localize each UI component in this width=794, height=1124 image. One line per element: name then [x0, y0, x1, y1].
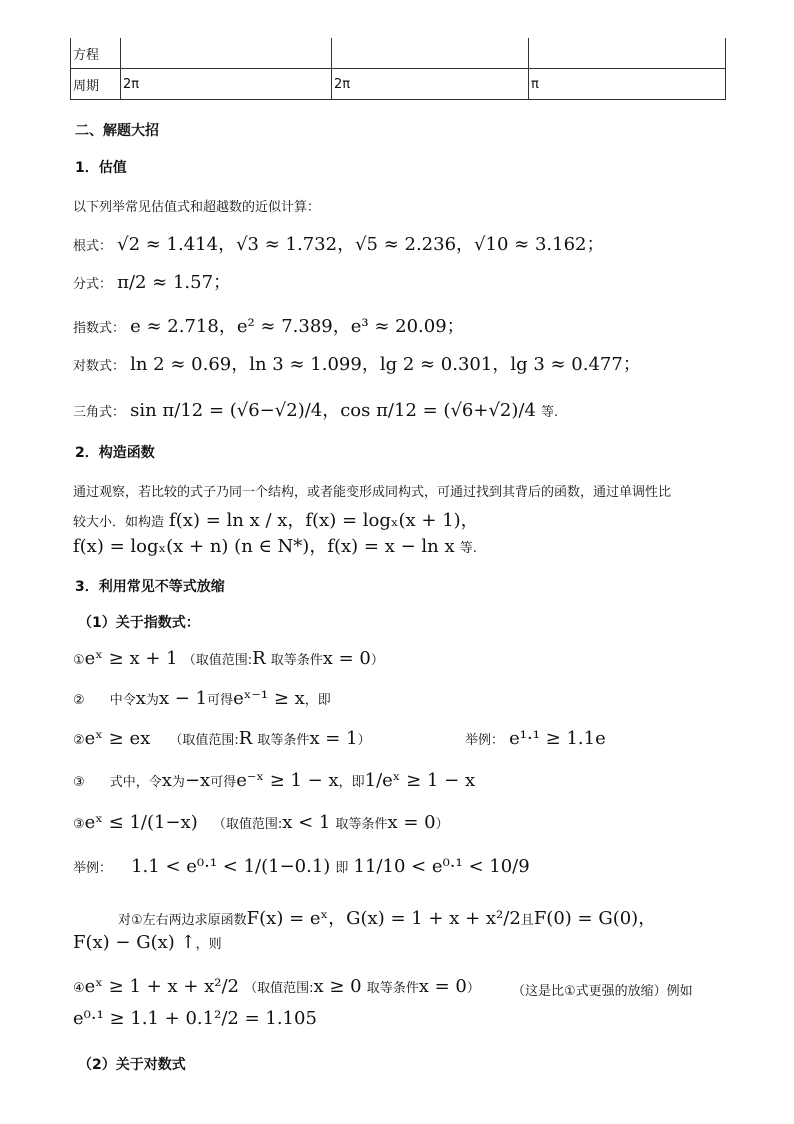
note-text: 取等条件 [257, 733, 310, 748]
antiderivative-line [118, 904, 656, 930]
inequality-line-5 [73, 812, 449, 833]
note-text: 为 [145, 693, 159, 708]
condition-expression: x = 0 [387, 812, 436, 833]
estimate-log-line [73, 350, 641, 376]
item-number: ② [73, 733, 85, 748]
note-text: ，即 [304, 693, 331, 708]
inequality-line-2 [73, 688, 331, 709]
subsection-heading-estimation: 1．估值 [75, 160, 127, 176]
item-number: ① [73, 653, 85, 668]
table-cell: 2π [332, 69, 529, 100]
table-cell [332, 38, 529, 69]
line-label: 根式： [73, 239, 113, 254]
note-text: ，则 [195, 937, 222, 952]
item-number: ③ [73, 817, 85, 832]
math-expression: e⁻ˣ ≥ 1 − x [236, 770, 339, 791]
math-expression: 11/10 < e⁰·¹ < 10/9 [353, 856, 530, 877]
math-expression: F(0) = G(0)， [533, 908, 657, 929]
math-expression: x [135, 688, 146, 709]
note-text: （取值范围: [182, 653, 253, 668]
estimation-intro: 以下列举常见估值式和超越数的近似计算： [73, 200, 321, 215]
note-text: 对①左右两边求原函数 [118, 913, 247, 928]
item-number: ② [73, 693, 85, 708]
math-expression: eˣ ≥ x + 1 [84, 648, 178, 669]
table-row [71, 38, 726, 69]
math-expression: F(x) = eˣ，G(x) = 1 + x + x²/2 [246, 908, 521, 929]
note-text: 可得 [210, 775, 237, 790]
estimate-fraction-line [73, 268, 231, 294]
note-text: 式中，令 [109, 775, 162, 790]
note-text: 取等条件 [270, 653, 323, 668]
subsection-heading-inequality: 3．利用常见不等式放缩 [75, 579, 225, 595]
note-text: 取等条件 [335, 817, 388, 832]
example-result-line [73, 1008, 317, 1029]
example-line [73, 856, 530, 877]
line-suffix: 等. [541, 405, 559, 420]
part-heading-exponential: （1）关于指数式： [78, 615, 200, 631]
math-expression: 1/eˣ ≥ 1 − x [364, 770, 476, 791]
item-number: ③ [73, 775, 85, 790]
note-text: 为 [171, 775, 185, 790]
math-expression: f(x) = logₓ(x + n) (n ∈ N*)，f(x) = x − ln x [73, 536, 455, 557]
range-expression: R [252, 648, 266, 669]
note-text: ） [370, 653, 384, 668]
note-text: ） [435, 817, 449, 832]
example-label: 举例： [73, 861, 113, 876]
subsection-heading-construct: 2．构造函数 [75, 445, 155, 461]
condition-expression: x = 0 [322, 648, 371, 669]
math-expression: eˣ ≤ 1/(1−x) [84, 812, 198, 833]
section-heading: 二、解题大招 [75, 123, 159, 139]
math-expression: π/2 ≈ 1.57； [117, 272, 232, 293]
estimate-trig-line [73, 396, 558, 422]
math-expression: eˣ ≥ ex [84, 728, 151, 749]
monotonic-line [73, 932, 222, 953]
note-text: 且 [520, 913, 534, 928]
note-text: 中令 [109, 693, 136, 708]
note-text: 即 [335, 861, 349, 876]
construct-paragraph-line-1: 通过观察，若比较的式子乃同一个结构，或者能变形成同构式，可通过找到其背后的函数，通过单调性比 [73, 485, 672, 500]
table-cell [121, 38, 332, 69]
table-cell: π [529, 69, 726, 100]
item-number: ④ [73, 981, 85, 996]
table-row [71, 69, 726, 100]
paragraph-text: 较大小．如构造 [73, 515, 165, 530]
construct-paragraph-line-2 [73, 506, 479, 532]
line-label: 指数式： [73, 321, 126, 336]
part-heading-logarithm: （2）关于对数式 [78, 1057, 186, 1073]
math-expression: eˣ⁻¹ ≥ x [233, 688, 305, 709]
estimate-root-line [73, 230, 604, 256]
note-text: 可得 [207, 693, 234, 708]
table-cell [529, 38, 726, 69]
inequality-line-3 [73, 728, 371, 749]
example-inline [465, 728, 606, 749]
construct-paragraph-line-3 [73, 532, 477, 558]
math-expression: eˣ ≥ 1 + x + x²/2 [84, 976, 240, 997]
math-expression: e⁰·¹ ≥ 1.1 + 0.1²/2 = 1.105 [73, 1008, 317, 1029]
math-expression: x − 1 [158, 688, 208, 709]
math-expression: ln 2 ≈ 0.69，ln 3 ≈ 1.099，lg 2 ≈ 0.301，lg 3 ≈ 0.477； [130, 354, 641, 375]
note-text: （取值范围: [244, 981, 314, 996]
line-label: 分式： [73, 277, 113, 292]
stronger-bound-note: （这是比①式更强的放缩）例如 [512, 984, 693, 999]
inequality-line-1 [73, 648, 384, 669]
math-expression: F(x) − G(x) ↑ [73, 932, 196, 953]
line-label: 三角式： [73, 405, 126, 420]
math-expression: f(x) = ln x / x，f(x) = logₓ(x + 1)， [169, 510, 479, 531]
inequality-line-4 [73, 770, 475, 791]
note-text: 取等条件 [366, 981, 419, 996]
range-expression: x < 1 [282, 812, 331, 833]
table-cell: 2π [121, 69, 332, 100]
condition-expression: x = 1 [309, 728, 358, 749]
range-expression: R [238, 728, 253, 749]
note-text: ） [357, 733, 371, 748]
trig-property-table [70, 38, 726, 100]
math-expression: x [161, 770, 172, 791]
range-expression: x ≥ 0 [313, 976, 362, 997]
math-expression: −x [184, 770, 211, 791]
math-expression: e¹·¹ ≥ 1.1e [509, 728, 606, 749]
example-label: 举例： [465, 733, 505, 748]
inequality-line-6 [73, 976, 480, 997]
note-text: ，即 [338, 775, 365, 790]
row-label: 方程 [71, 38, 121, 69]
line-label: 对数式： [73, 359, 126, 374]
estimate-exponent-line [73, 312, 465, 338]
math-expression: e ≈ 2.718，e² ≈ 7.389，e³ ≈ 20.09； [130, 316, 465, 337]
math-expression: sin π/12 = (√6−√2)/4，cos π/12 = (√6+√2)/4 [130, 400, 536, 421]
math-expression: √2 ≈ 1.414，√3 ≈ 1.732，√5 ≈ 2.236，√10 ≈ 3.162； [117, 234, 605, 255]
math-expression: 1.1 < e⁰·¹ < 1/(1−0.1) [131, 856, 331, 877]
note-text: （取值范围: [169, 733, 239, 748]
note-text: ） [466, 981, 480, 996]
condition-expression: x = 0 [418, 976, 467, 997]
row-label: 周期 [71, 69, 121, 100]
paragraph-text: 等. [459, 541, 477, 556]
note-text: （取值范围: [212, 817, 283, 832]
